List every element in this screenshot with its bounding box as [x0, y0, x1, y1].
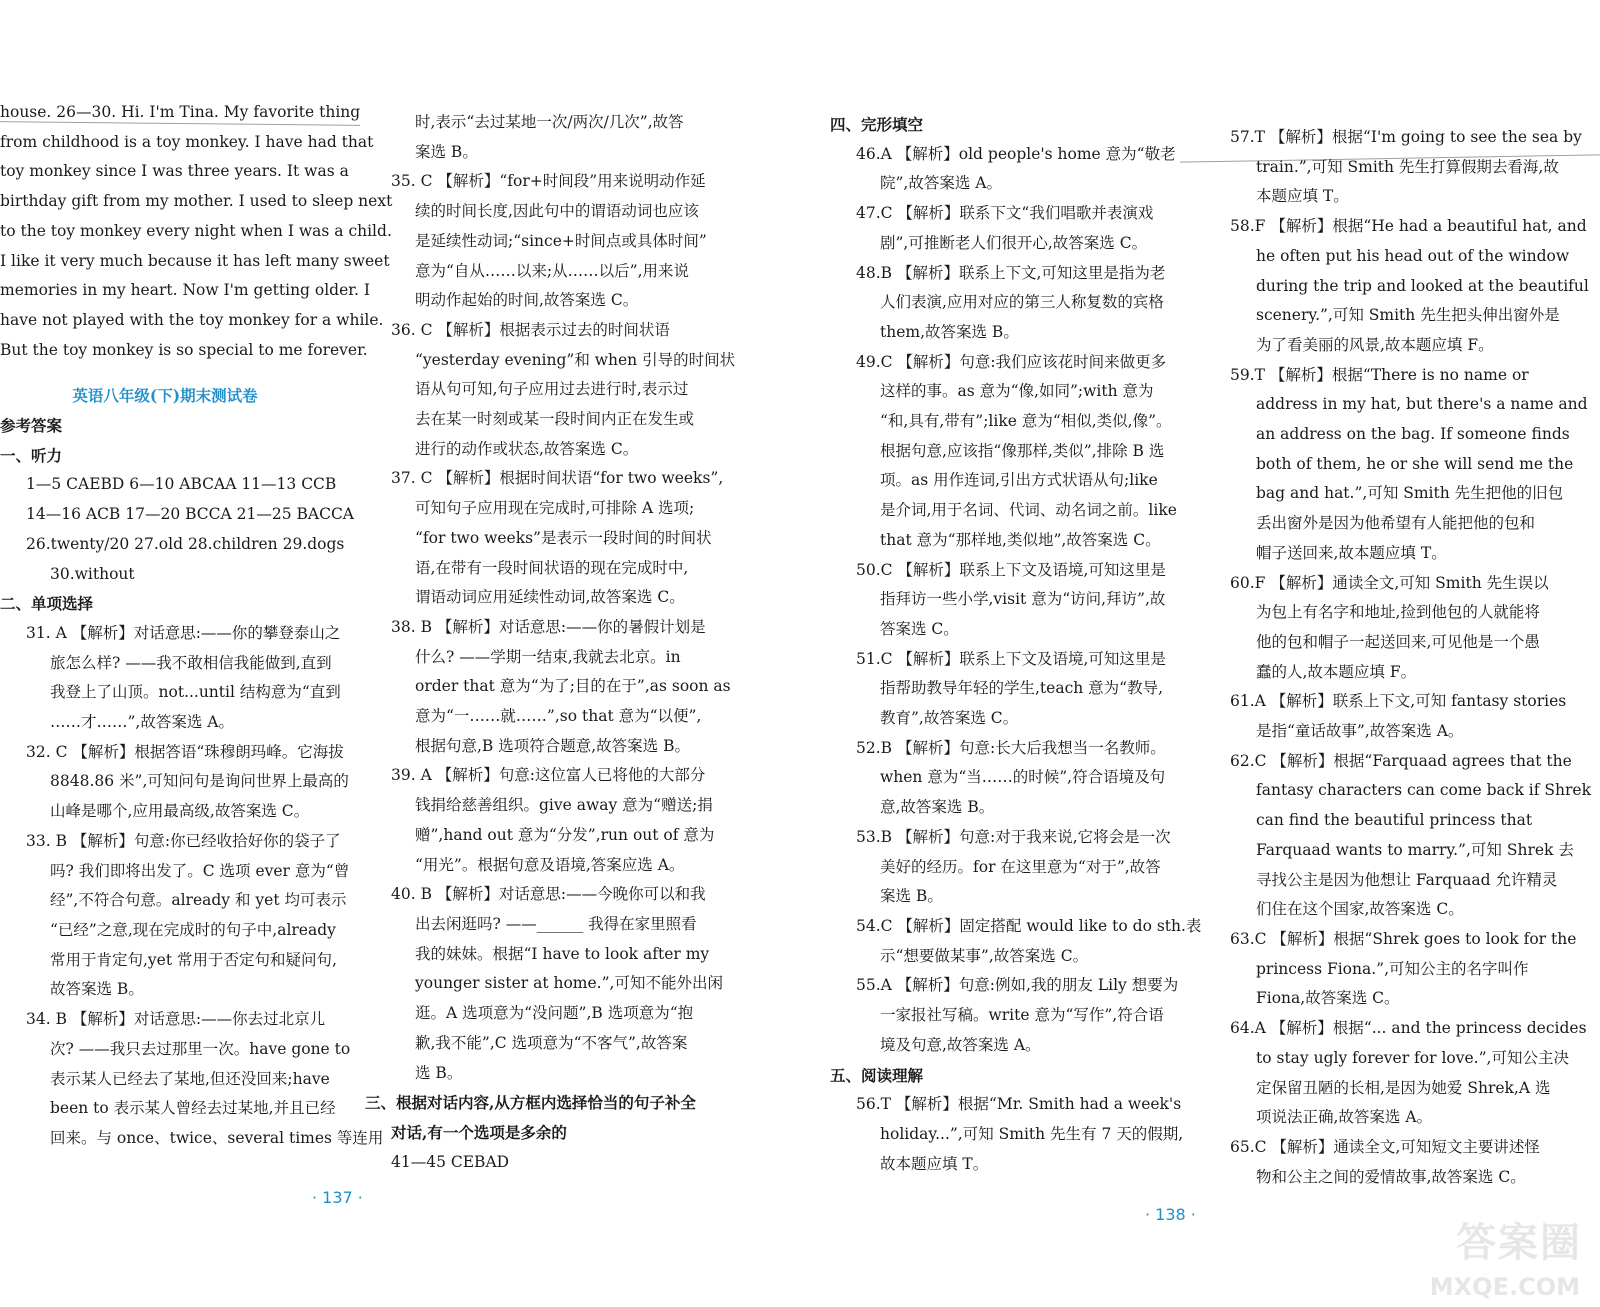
text-line: 物和公主之间的爱情故事,故答案选 C。: [1256, 1167, 1526, 1186]
text-line: 语从句可知,句子应用过去进行时,表示过: [415, 380, 689, 399]
text-line: 50.C 【解析】联系上下文及语境,可知这里是: [856, 560, 1166, 579]
text-line: 蠢的人,故本题应填 F。: [1256, 662, 1417, 681]
text-line: 62.C 【解析】根据“Farquaad agrees that the: [1230, 751, 1572, 770]
text-line: 55.A 【解析】句意:例如,我的朋友 Lily 想要为: [856, 976, 1179, 995]
text-line: 丢出窗外是因为他希望有人能把他的包和: [1256, 514, 1536, 533]
text-line: 什么? ——学期一结束,我就去北京。in: [415, 647, 681, 666]
watermark-text-cn: 答案圈: [1456, 1220, 1582, 1266]
text-line: birthday gift from my mother. I used to sleep next: [0, 192, 393, 211]
text-line: 26.twenty/20 27.old 28.children 29.dogs: [26, 534, 345, 553]
text-line: Fiona,故答案选 C。: [1256, 989, 1400, 1008]
text-line: 意为“一……就……”,so that 意为“以便”,: [415, 707, 702, 726]
text-line: 48.B 【解析】联系上下文,可知这里是指为老: [856, 263, 1166, 282]
text-line: he often put his head out of the window: [1256, 246, 1570, 265]
text-line: 次? ——我只去过那里一次。have gone to: [50, 1039, 351, 1058]
text-line: have not played with the toy monkey for a while.: [0, 310, 384, 329]
essay-paragraph: [0, 98, 393, 365]
answer-list: [0, 441, 384, 1154]
text-line: 是介词,用于名词、代词、动名词之前。like: [880, 501, 1177, 520]
text-line: 逛。A 选项意为“没问题”,B 选项意为“抱: [415, 1004, 694, 1023]
text-line: 是指“童话故事”,故答案选 A。: [1256, 722, 1464, 741]
text-line: address in my hat, but there's a name and: [1256, 395, 1588, 414]
text-line: 我登上了山顶。not...until 结构意为“直到: [50, 683, 341, 702]
text-line: 33. B 【解析】句意:你已经收拾好你的袋子了: [26, 831, 341, 850]
text-line: 59.T 【解析】根据“There is no name or: [1230, 365, 1529, 384]
text-line: 故本题应填 T。: [880, 1154, 989, 1173]
text-line: 二、单项选择: [0, 594, 94, 614]
text-line: 定保留丑陋的长相,是因为她爱 Shrek,A 选: [1256, 1078, 1551, 1097]
text-line: 教育”,故答案选 C。: [880, 709, 1019, 728]
text-line: younger sister at home.”,可知不能外出闲: [415, 974, 723, 993]
text-line: 一、听力: [0, 445, 63, 465]
text-line: 对话,有一个选项是多余的: [391, 1122, 567, 1142]
text-line: 境及句意,故答案选 A。: [880, 1035, 1041, 1054]
text-line: 是延续性动词;“since+时间点或具体时间”: [415, 231, 707, 250]
text-line: memories in my heart. Now I'm getting older. I: [0, 281, 370, 300]
text-line: 61.A 【解析】联系上下文,可知 fantasy stories: [1230, 692, 1567, 711]
text-line: 为了看美丽的风景,故本题应填 F。: [1256, 335, 1494, 354]
text-line: 32. C 【解析】根据答语“珠穆朗玛峰。它海拔: [26, 742, 344, 761]
text-line: 进行的动作或状态,故答案选 C。: [415, 439, 639, 458]
text-line: 46.A 【解析】old people's home 意为“敬老: [856, 144, 1176, 163]
text-line: 40. B 【解析】对话意思:——今晚你可以和我: [391, 885, 706, 904]
text-line: 表示某人已经去了某地,但还没回来;have: [50, 1069, 330, 1088]
answer-list: [830, 110, 1200, 1179]
text-line: 院”,故答案选 A。: [880, 174, 1002, 193]
text-line: 64.A 【解析】根据“... and the princess decides: [1230, 1019, 1587, 1038]
text-line: I like it very much because it has left many sweet: [0, 251, 390, 270]
text-line: 示“想要做某事”,故答案选 C。: [880, 946, 1089, 965]
text-line: 出去闲逛吗? ——______ 我得在家里照看: [415, 914, 697, 933]
text-line: ……才……”,故答案选 A。: [50, 713, 234, 732]
text-line: 我的妹妹。根据“I have to look after my: [415, 944, 710, 963]
text-line: 三、根据对话内容,从方框内选择恰当的句子补全: [365, 1093, 696, 1113]
text-line: 8848.86 米”,可知问句是询问世界上最高的: [50, 772, 349, 791]
page-number-value: 138: [1155, 1205, 1186, 1224]
test-title: 英语八年级(下)期末测试卷: [72, 386, 258, 406]
text-line: 54.C 【解析】固定搭配 would like to do sth.表: [856, 916, 1202, 935]
text-line: 人们表演,应用对应的第三人称复数的宾格: [880, 293, 1164, 312]
text-line: 14—16 ACB 17—20 BCCA 21—25 BACCA: [26, 505, 355, 524]
text-line: 回来。与 once、twice、several times 等连用: [50, 1128, 384, 1147]
text-line: “for two weeks”是表示一段时间的时间状: [415, 528, 712, 547]
text-line: holiday...”,可知 Smith 先生有 7 天的假期,: [880, 1124, 1184, 1143]
text-line: when 意为“当……的时候”,符合语境及句: [880, 768, 1166, 787]
watermark-logo: [1422, 1211, 1582, 1301]
answers-heading: 参考答案: [0, 416, 63, 436]
text-line: 帽子送回来,故本题应填 T。: [1256, 543, 1447, 562]
text-line: can find the beautiful princess that: [1256, 811, 1533, 830]
text-line: 续的时间长度,因此句中的谓语动词也应该: [415, 202, 699, 221]
page-number-left: · 137 ·: [312, 1188, 363, 1207]
text-line: 34. B 【解析】对话意思:——你去过北京儿: [26, 1010, 326, 1029]
text-line: scenery.”,可知 Smith 先生把头伸出窗外是: [1256, 306, 1560, 325]
text-line: them,故答案选 B。: [880, 322, 1019, 341]
text-line: But the toy monkey is so special to me forever.: [0, 340, 368, 359]
text-line: 意为“自从……以来;从……以后”,用来说: [415, 261, 689, 280]
text-line: 指帮助教导年轻的学生,teach 意为“教导,: [880, 679, 1164, 698]
text-line: 他的包和帽子一起送回来,可见他是一个愚: [1256, 632, 1540, 651]
text-line: 山峰是哪个,应用最高级,故答案选 C。: [50, 802, 310, 821]
page-number-right: · 138 ·: [1145, 1205, 1196, 1224]
text-line: 剧”,可推断老人们很开心,故答案选 C。: [880, 233, 1148, 252]
text-line: 51.C 【解析】联系上下文及语境,可知这里是: [856, 649, 1166, 668]
text-line: 谓语动词应用延续性动词,故答案选 C。: [415, 588, 685, 607]
answer-list: [1230, 123, 1600, 1192]
text-line: during the trip and looked at the beautiful: [1256, 276, 1589, 295]
text-line: 37. C 【解析】根据时间状语“for two weeks”,: [391, 469, 724, 488]
text-line: “已经”之意,现在完成时的句子中,already: [50, 920, 336, 939]
text-line: 57.T 【解析】根据“I'm going to see the sea by: [1230, 128, 1582, 146]
text-line: 47.C 【解析】联系下文“我们唱歌并表演戏: [856, 204, 1154, 223]
answer-list: [365, 108, 736, 1177]
text-line: 答案选 C。: [880, 619, 959, 638]
text-line: 53.B 【解析】句意:对于我来说,它将会是一次: [856, 827, 1171, 846]
text-line: 寻找公主是因为他想让 Farquaad 允许精灵: [1256, 870, 1558, 889]
text-line: 去在某一时刻或某一段时间内正在发生或: [415, 410, 695, 429]
text-line: 30.without: [50, 564, 135, 583]
text-line: 案选 B。: [415, 142, 478, 161]
text-line: 36. C 【解析】根据表示过去的时间状语: [391, 320, 670, 339]
text-line: princess Fiona.”,可知公主的名字叫作: [1256, 959, 1529, 978]
text-line: been to 表示某人曾经去过某地,并且已经: [50, 1099, 336, 1118]
text-line: 1—5 CAEBD 6—10 ABCAA 11—13 CCB: [26, 475, 337, 494]
text-line: 故答案选 B。: [50, 980, 144, 999]
text-line: 可知句子应用现在完成时,可排除 A 选项;: [415, 499, 695, 518]
text-line: house. 26—30. Hi. I'm Tina. My favorite thing: [0, 103, 361, 121]
text-line: toy monkey since I was three years. It was a: [0, 162, 349, 181]
text-line: 60.F 【解析】通读全文,可知 Smith 先生误以: [1230, 573, 1549, 592]
text-line: an address on the bag. If someone finds: [1256, 425, 1570, 444]
text-line: 为包上有名字和地址,捡到他包的人就能将: [1256, 603, 1540, 622]
text-line: 旅怎么样? ——我不敢相信我能做到,直到: [50, 653, 332, 672]
text-line: from childhood is a toy monkey. I have had that: [0, 132, 374, 151]
text-line: 经”,不符合句意。already 和 yet 均可表示: [50, 891, 347, 910]
left-page-column-2: [365, 108, 736, 1177]
text-line: 49.C 【解析】句意:我们应该花时间来做更多: [856, 352, 1167, 371]
text-line: 项说法正确,故答案选 A。: [1256, 1108, 1433, 1127]
watermark-text-en: MXQE.COM: [1429, 1273, 1580, 1301]
text-line: “用光”。根据句意及语境,答案应选 A。: [415, 855, 685, 874]
text-line: 案选 B。: [880, 887, 943, 906]
text-line: 39. A 【解析】句意:这位富人已将他的大部分: [391, 766, 706, 785]
text-line: 35. C 【解析】“for+时间段”用来说明动作延: [391, 172, 706, 191]
text-line: order that 意为“为了;目的在于”,as soon as: [415, 677, 731, 696]
text-line: to stay ugly forever for love.”,可知公主决: [1256, 1048, 1569, 1067]
text-line: 吗? 我们即将出发了。C 选项 ever 意为“曾: [50, 861, 350, 880]
text-line: 歉,我不能”,C 选项意为“不客气”,故答案: [415, 1033, 688, 1052]
text-line: 41—45 CEBAD: [391, 1152, 510, 1171]
text-line: 项。as 用作连词,引出方式状语从句;like: [880, 471, 1158, 490]
text-line: 时,表示“去过某地一次/两次/几次”,故答: [415, 113, 684, 131]
text-line: 65.C 【解析】通读全文,可知短文主要讲述怪: [1230, 1137, 1540, 1156]
text-line: fantasy characters can come back if Shrek: [1256, 781, 1591, 800]
text-line: 语,在带有一段时间状语的现在完成时中,: [415, 558, 689, 577]
text-line: 四、完形填空: [830, 115, 924, 134]
text-line: 63.C 【解析】根据“Shrek goes to look for the: [1230, 929, 1577, 948]
text-line: 这样的事。as 意为“像,如同”;with 意为: [880, 382, 1154, 401]
text-line: 本题应填 T。: [1256, 187, 1349, 206]
text-line: train.”,可知 Smith 先生打算假期去看海,故: [1256, 157, 1559, 176]
text-line: 指拜访一些小学,visit 意为“访问,拜访”,故: [880, 590, 1166, 609]
right-page-column-1: [830, 110, 1200, 1179]
text-line: 56.T 【解析】根据“Mr. Smith had a week's: [856, 1095, 1182, 1114]
right-page-column-2: [1230, 123, 1600, 1192]
text-line: bag and hat.”,可知 Smith 先生把他的旧包: [1256, 484, 1564, 503]
text-line: 明动作起始的时间,故答案选 C。: [415, 291, 639, 310]
text-line: 们住在这个国家,故答案选 C。: [1256, 900, 1464, 919]
left-page-column-1: [0, 98, 393, 1154]
text-line: 一家报社写稿。write 意为“写作”,符合语: [880, 1006, 1164, 1025]
text-line: 意,故答案选 B。: [880, 798, 995, 817]
text-line: 58.F 【解析】根据“He had a beautiful hat, and: [1230, 217, 1587, 236]
text-line: 五、阅读理解: [830, 1065, 924, 1085]
text-line: 美好的经历。for 在这里意为“对于”,故答: [880, 857, 1161, 876]
text-line: 31. A 【解析】对话意思:——你的攀登泰山之: [26, 623, 341, 642]
text-line: 38. B 【解析】对话意思:——你的暑假计划是: [391, 617, 706, 636]
text-line: both of them, he or she will send me the: [1256, 454, 1574, 473]
text-line: 常用于肯定句,yet 常用于否定句和疑问句,: [50, 950, 337, 969]
text-line: to the toy monkey every night when I was a child.: [0, 221, 392, 240]
text-line: “和,具有,带有”;like 意为“相似,类似,像”。: [880, 412, 1172, 431]
page-number-value: 137: [322, 1188, 353, 1207]
text-line: 52.B 【解析】句意:长大后我想当一名教师。: [856, 738, 1166, 757]
text-line: Farquaad wants to marry.”,可知 Shrek 去: [1256, 840, 1574, 859]
text-line: that 意为“那样地,类似地”,故答案选 C。: [880, 530, 1161, 549]
text-line: 根据句意,应该指“像那样,类似”,排除 B 选: [880, 441, 1165, 460]
text-line: 选 B。: [415, 1063, 463, 1082]
text-line: “yesterday evening”和 when 引导的时间状: [415, 350, 736, 369]
text-line: 赠”,hand out 意为“分发”,run out of 意为: [415, 825, 715, 844]
text-line: 根据句意,B 选项符合题意,故答案选 B。: [415, 736, 690, 755]
text-line: 钱捐给慈善组织。give away 意为“赠送;捐: [415, 796, 713, 815]
